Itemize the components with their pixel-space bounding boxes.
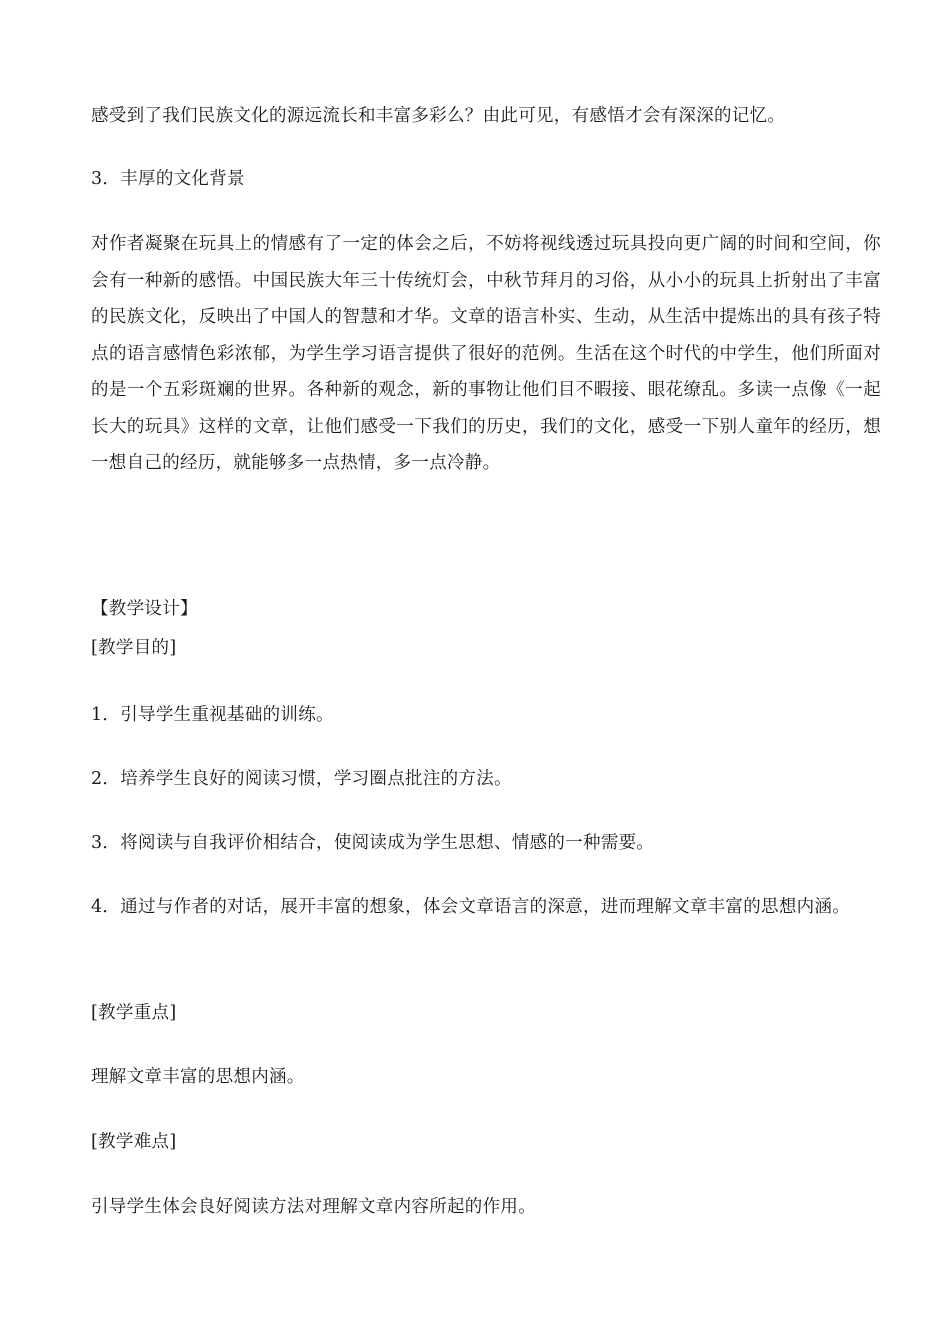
teaching-goal-item: 1．引导学生重视基础的训练。 xyxy=(91,705,334,725)
paragraph-cultural-background: 对作者凝聚在玩具上的情感有了一定的体会之后，不妨将视线透过玩具投向更广阔的时间和空间，你会有一种新的感悟。中国民族大年三十传统灯会，中秋节拜月的习俗，从小小的玩具上折射出了丰富的民族文化，反映出了中国人的智慧和才华。文章的语言朴实、生动，从生活中提炼出的具有孩子特点的语言感情色彩浓郁，为学生学习语言提供了很好的范例。生活在这个时代的中学生，他们所面对的是一个五彩斑斓的世界。各种新的观念，新的事物让他们目不暇接、眼花缭乱。多读一点像《一起长大的玩具》这样的文章，让他们感受一下我们的历史，我们的文化，感受一下别人童年的经历，想一想自己的经历，就能够多一点热情，多一点冷静。 xyxy=(91,234,881,473)
teaching-goal-item: 4．通过与作者的对话，展开丰富的想象，体会文章语言的深意，进而理解文章丰富的思想内涵。 xyxy=(91,897,851,917)
difficulty-text: 引导学生体会良好阅读方法对理解文章内容所起的作用。 xyxy=(91,1197,536,1217)
difficulty-heading: [教学难点] xyxy=(91,1132,177,1152)
teaching-goal-item: 3．将阅读与自我评价相结合，使阅读成为学生思想、情感的一种需要。 xyxy=(91,833,655,853)
teaching-goal-item: 2．培养学生良好的阅读习惯，学习圈点批注的方法。 xyxy=(91,769,512,789)
section-heading-cultural-background: 3．丰厚的文化背景 xyxy=(91,169,245,189)
teaching-design-heading: 【教学设计】 xyxy=(91,599,198,619)
key-point-text: 理解文章丰富的思想内涵。 xyxy=(91,1067,305,1087)
key-point-heading: [教学重点] xyxy=(91,1003,177,1023)
paragraph-conclusion: 感受到了我们民族文化的源远流长和丰富多彩么？由此可见，有感悟才会有深深的记忆。 xyxy=(91,106,786,126)
teaching-goals-heading: [教学目的] xyxy=(91,638,177,658)
